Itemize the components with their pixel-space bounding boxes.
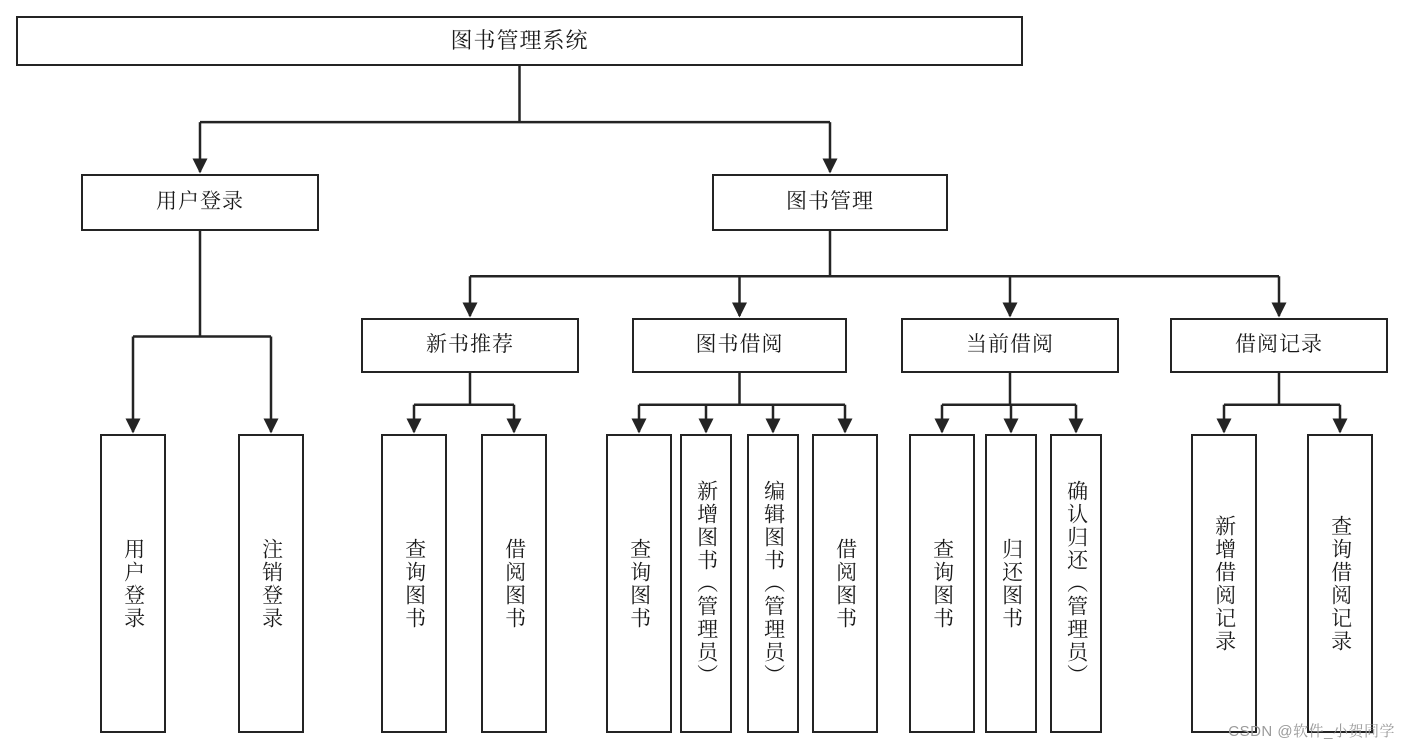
node-leaf-rec-2: 查询借阅记录	[1307, 434, 1373, 733]
node-leaf-cur-2: 归还图书	[985, 434, 1037, 733]
node-leaf-cur-3: 确认归还（管理员）	[1050, 434, 1102, 733]
node-leaf-login-1: 用户登录	[100, 434, 166, 733]
node-leaf-borrow-2: 新增图书（管理员）	[680, 434, 732, 733]
node-leaf-cur-1: 查询图书	[909, 434, 975, 733]
node-current: 当前借阅	[901, 318, 1119, 373]
node-root: 图书管理系统	[16, 16, 1023, 66]
node-leaf-borrow-3: 编辑图书（管理员）	[747, 434, 799, 733]
node-newbook: 新书推荐	[361, 318, 579, 373]
node-borrow: 图书借阅	[632, 318, 847, 373]
node-leaf-borrow-1: 查询图书	[606, 434, 672, 733]
node-leaf-login-2: 注销登录	[238, 434, 304, 733]
node-leaf-new-1: 查询图书	[381, 434, 447, 733]
watermark: CSDN @软件_小贺同学	[1228, 723, 1395, 740]
node-bookmgr: 图书管理	[712, 174, 948, 231]
node-leaf-rec-1: 新增借阅记录	[1191, 434, 1257, 733]
node-login: 用户登录	[81, 174, 319, 231]
node-leaf-borrow-4: 借阅图书	[812, 434, 878, 733]
node-leaf-new-2: 借阅图书	[481, 434, 547, 733]
node-records: 借阅记录	[1170, 318, 1388, 373]
